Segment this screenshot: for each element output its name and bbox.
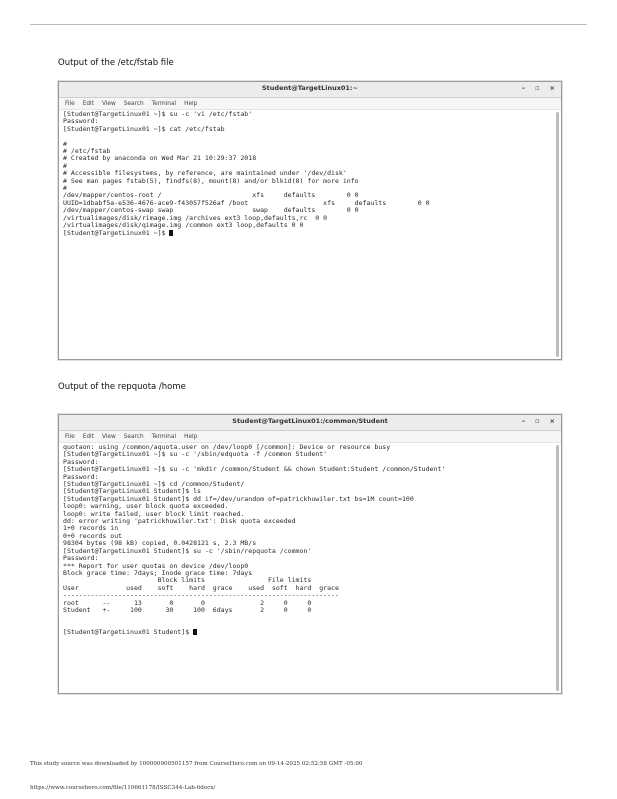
- menu-help[interactable]: Help: [184, 433, 198, 440]
- terminal-line: Student +- 100 30 100 6days 2 0 0: [63, 605, 312, 614]
- terminal-line: Block limits File limits: [63, 576, 312, 585]
- source-url: https://www.coursehero.com/file/110661178/ISSC344-Lab-6docx/: [30, 785, 216, 791]
- terminal-line: # See man pages fstab(5), findfs(8), mount(8) and/or blkid(8) for more info: [63, 176, 359, 185]
- terminal-line: UUID=1dbabf5a-e536-4676-ace9-f43057f526af /boot xfs defaults 0 0: [63, 198, 430, 207]
- menu-search[interactable]: Search: [123, 100, 144, 107]
- terminal-line: Block grace time: 7days; Inode grace time: 7days: [63, 568, 253, 577]
- terminal-line: # Accessible filesystems, by reference, are maintained under '/dev/disk': [63, 169, 347, 178]
- menu-edit[interactable]: Edit: [82, 433, 94, 440]
- window-titlebar[interactable]: [59, 415, 561, 431]
- caption-fstab: Output of the /etc/fstab file: [58, 58, 174, 68]
- menu-view[interactable]: View: [101, 100, 116, 107]
- window-title: Student@TargetLinux01:/common/Student: [232, 417, 388, 425]
- menu-terminal[interactable]: Terminal: [151, 433, 177, 440]
- menu-file[interactable]: File: [65, 100, 75, 107]
- minimize-icon[interactable]: –: [521, 84, 526, 92]
- terminal-line: 1+0 records in: [63, 524, 119, 533]
- terminal-line: 98304 bytes (98 kB) copied, 0.0428121 s, 2.3 MB/s: [63, 539, 257, 548]
- terminal-line: [Student@TargetLinux01 Student]$ dd if=/dev/urandom of=patrickhuwiler.txt bs=1M count=100: [63, 494, 414, 503]
- terminal-line: loop0: write failed, user block limit reached.: [63, 509, 245, 518]
- terminal-line: #: [63, 184, 67, 193]
- terminal-line: [Student@TargetLinux01 ~]$ cat /etc/fstab: [63, 124, 225, 133]
- terminal-line: root -- 13 0 0 2 0 0: [63, 598, 312, 607]
- terminal-cursor: [193, 629, 197, 635]
- terminal-text: [59, 443, 561, 638]
- terminal-line: /dev/mapper/centos-root / xfs defaults 0 0: [63, 191, 359, 200]
- menu-edit[interactable]: Edit: [82, 100, 94, 107]
- terminal-line: [Student@TargetLinux01 ~]$ su -c '/sbin/edquota -f /common Student': [63, 450, 328, 459]
- terminal-line: [Student@TargetLinux01 Student]$ ls: [63, 487, 201, 496]
- terminal-line: Password:: [63, 117, 99, 126]
- terminal-line: [Student@TargetLinux01 Student]$: [63, 628, 194, 637]
- download-notice: This study source was downloaded by 100000900501157 from CourseHero.com on 09-14-2025 02:52:58 GMT -05:00: [30, 761, 363, 767]
- terminal-line: loop0: warning, user block quota exceeded.: [63, 502, 229, 511]
- menu-view[interactable]: View: [101, 433, 116, 440]
- window-titlebar[interactable]: [59, 82, 561, 98]
- terminal-line: 0+0 records out: [63, 531, 123, 540]
- terminal-line: quotaon: using /common/aquota.user on /dev/loop0 [/common]: Device or resource busy: [63, 443, 391, 451]
- terminal-window-fstab[interactable]: [58, 81, 562, 360]
- terminal-cursor: [169, 230, 173, 236]
- minimize-icon[interactable]: –: [521, 417, 526, 425]
- terminal-line: [Student@TargetLinux01 ~]$ cd /common/Student/: [63, 480, 245, 489]
- terminal-line: [Student@TargetLinux01 ~]$: [63, 228, 170, 237]
- terminal-line: Password:: [63, 472, 99, 481]
- menu-bar: [59, 98, 561, 109]
- menu-search[interactable]: Search: [123, 433, 144, 440]
- window-title: Student@TargetLinux01:~: [262, 84, 358, 92]
- terminal-line: /dev/mapper/centos-swap swap swap defaults 0 0: [63, 206, 359, 215]
- scrollbar[interactable]: [556, 445, 559, 691]
- terminal-line: ----------------------------------------------------------------------: [63, 591, 339, 600]
- terminal-line: dd: error writing 'patrickhuwiler.txt': Disk quota exceeded: [63, 517, 296, 526]
- caption-repquota: Output of the repquota /home: [58, 382, 186, 392]
- terminal-line: [Student@TargetLinux01 Student]$ su -c '/sbin/repquota /common': [63, 546, 312, 555]
- maximize-icon[interactable]: ▫: [535, 417, 540, 425]
- terminal-line: Password:: [63, 554, 99, 563]
- menu-terminal[interactable]: Terminal: [151, 100, 177, 107]
- close-icon[interactable]: ×: [549, 84, 555, 92]
- terminal-line: # Created by anaconda on Wed Mar 21 10:29:37 2018: [63, 154, 257, 163]
- scrollbar[interactable]: [556, 112, 559, 357]
- terminal-line: /virtualimages/disk/qimage.img /common ext3 loop,defaults 0 0: [63, 221, 304, 230]
- terminal-line: [Student@TargetLinux01 ~]$ su -c 'mkdir /common/Student && chown Student:Student /common/Student': [63, 465, 446, 474]
- terminal-line: #: [63, 139, 67, 148]
- terminal-line: Password:: [63, 457, 99, 466]
- terminal-line: #: [63, 161, 67, 170]
- terminal-text: [59, 110, 561, 238]
- terminal-line: [Student@TargetLinux01 ~]$ su -c 'vi /etc/fstab': [63, 110, 253, 118]
- menu-help[interactable]: Help: [184, 100, 198, 107]
- terminal-line: *** Report for user quotas on device /dev/loop0: [63, 561, 249, 570]
- close-icon[interactable]: ×: [549, 417, 555, 425]
- terminal-line: User used soft hard grace used soft hard grace: [63, 583, 339, 592]
- menu-bar: [59, 431, 561, 442]
- terminal-line: /virtualimages/disk/rimage.img /archives ext3 loop,defaults,rc 0 0: [63, 213, 328, 222]
- terminal-line: # /etc/fstab: [63, 147, 111, 156]
- top-divider: [30, 24, 587, 25]
- menu-file[interactable]: File: [65, 433, 75, 440]
- terminal-window-repquota[interactable]: [58, 414, 562, 694]
- terminal-output[interactable]: [59, 109, 561, 359]
- maximize-icon[interactable]: ▫: [535, 84, 540, 92]
- terminal-output[interactable]: [59, 442, 561, 693]
